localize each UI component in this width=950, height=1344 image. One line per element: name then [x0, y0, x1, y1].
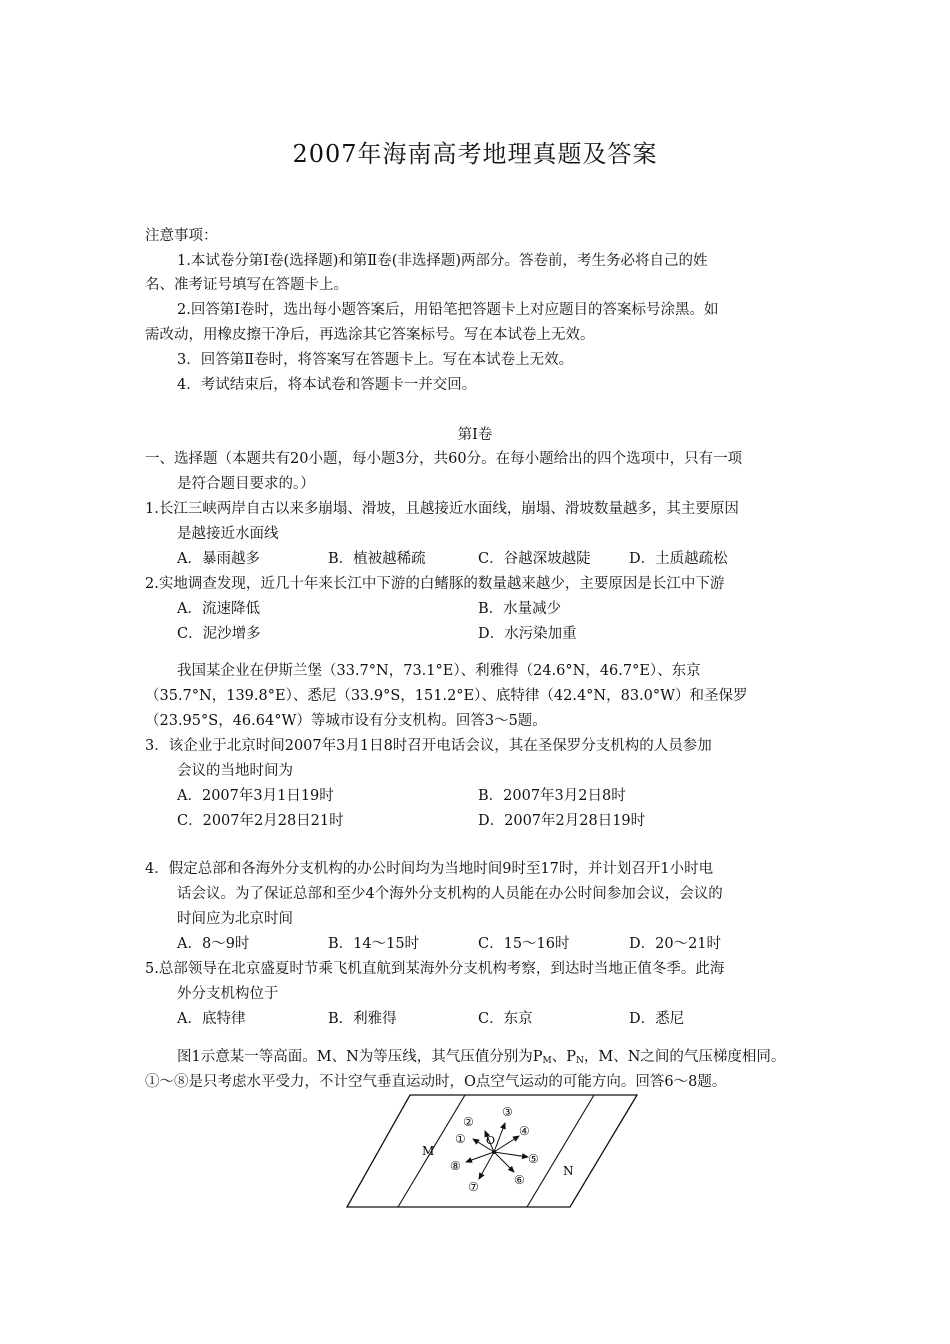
q5-stem: 5.总部领导在北京盛夏时节乘飞机直航到某海外分支机构考察，到达时当地正值冬季。此海: [145, 961, 725, 977]
direction-arrow-5: [494, 1152, 528, 1157]
q3-option-d: D．2007年2月28日19时: [478, 813, 646, 829]
q4-option-a: A．8～9时: [177, 936, 250, 952]
pressure-n-subscript: N: [576, 1056, 584, 1066]
point-o-dot: [492, 1150, 496, 1154]
passage-1-line-2: （35.7°N，139.8°E）、悉尼（33.9°S，151.2°E）、底特律（42.4°N，83.0°W）和圣保罗: [145, 688, 748, 704]
passage-2-text-a: 图1示意某一等高面。M、N为等压线，其气压值分别为P: [177, 1049, 543, 1065]
q5-option-b: B．利雅得: [328, 1011, 397, 1027]
direction-arrow-3: [494, 1123, 505, 1152]
section-title: 第Ⅰ卷: [457, 427, 493, 443]
notice-item-2-cont: 需改动，用橡皮擦干净后，再选涂其它答案标号。写在本试卷上无效。: [145, 327, 595, 343]
q5-option-c: C．东京: [478, 1011, 533, 1027]
notice-item-4: 4．考试结束后，将本试卷和答题卡一并交回。: [177, 377, 477, 393]
q3-option-b: B．2007年3月2日8时: [478, 788, 626, 804]
direction-label-4: ④: [519, 1124, 530, 1138]
passage-2-line-1: [177, 1047, 785, 1071]
q2-option-c: C．泥沙增多: [177, 626, 261, 642]
isobar-n-line: [527, 1095, 594, 1207]
q5-option-d: D．悉尼: [629, 1011, 685, 1027]
notice-item-2: 2.回答第Ⅰ卷时，选出每小题答案后，用铅笔把答题卡上对应题目的答案标号涂黑。如: [177, 302, 719, 318]
passage-2-text-b: ，M、N之间的气压梯度相同。: [583, 1049, 786, 1065]
passage-2-separator: 、P: [551, 1049, 576, 1065]
passage-2-line-2: ①～⑧是只考虑水平受力，不计空气垂直运动时，O点空气运动的可能方向。回答6～8题。: [145, 1074, 727, 1090]
direction-label-7: ⑦: [468, 1180, 479, 1194]
q1-option-b: B．植被越稀疏: [328, 551, 426, 567]
notice-item-1-cont: 名、准考证号填写在答题卡上。: [145, 277, 348, 293]
q1-option-d: D．土质越疏松: [629, 551, 728, 567]
q1-stem-cont: 是越接近水面线: [177, 526, 279, 542]
direction-label-5: ⑤: [528, 1152, 539, 1166]
direction-label-6: ⑥: [514, 1173, 525, 1187]
q5-stem-cont: 外分支机构位于: [177, 986, 279, 1002]
q4-stem-cont-2: 时间应为北京时间: [177, 911, 293, 927]
passage-1-line-1: 我国某企业在伊斯兰堡（33.7°N，73.1°E）、利雅得（24.6°N，46.7°E）、东京: [177, 663, 701, 679]
direction-arrow-4: [494, 1136, 519, 1152]
q2-option-a: A．流速降低: [177, 601, 260, 617]
q1-option-a: A．暴雨越多: [177, 551, 260, 567]
isobar-n-label: N: [563, 1164, 574, 1178]
q3-option-c: C．2007年2月28日21时: [177, 813, 344, 829]
q5-option-a: A．底特律: [177, 1011, 246, 1027]
q1-option-c: C．谷越深坡越陡: [478, 551, 591, 567]
pressure-m-subscript: M: [542, 1056, 552, 1066]
section-instructions: 一、选择题（本题共有20小题，每小题3分，共60分。在每小题给出的四个选项中，只有一项: [145, 451, 743, 467]
isobar-m-label: M: [422, 1144, 435, 1158]
q2-option-d: D．水污染加重: [478, 626, 577, 642]
q2-stem: 2.实地调查发现，近几十年来长江中下游的白鳍豚的数量越来越少，主要原因是长江中下游: [145, 576, 725, 592]
q3-option-a: A．2007年3月1日19时: [177, 788, 334, 804]
q4-option-d: D．20～21时: [629, 936, 722, 952]
q4-stem-cont-1: 话会议。为了保证总部和至少4个海外分支机构的人员能在办公时间参加会议，会议的: [177, 886, 723, 902]
q3-stem: 3．该企业于北京时间2007年3月1日8时召开电话会议，其在圣保罗分支机构的人员参加: [145, 738, 712, 754]
direction-label-3: ③: [502, 1105, 513, 1119]
q1-stem: 1.长江三峡两岸自古以来多崩塌、滑坡，且越接近水面线，崩塌、滑坡数量越多，其主要原因: [145, 501, 739, 517]
direction-label-8: ⑧: [450, 1159, 461, 1173]
section-instructions-cont: 是符合题目要求的。）: [177, 476, 315, 492]
passage-1-line-3: （23.95°S，46.64°W）等城市设有分支机构。回答3～5题。: [145, 713, 547, 729]
q4-option-b: B．14～15时: [328, 936, 420, 952]
direction-label-2: ②: [463, 1115, 474, 1129]
direction-label-1: ①: [455, 1132, 466, 1146]
notice-item-3: 3．回答第Ⅱ卷时，将答案写在答题卡上。写在本试卷上无效。: [177, 352, 574, 368]
page-title: 2007年海南高考地理真题及答案: [292, 140, 658, 168]
notice-heading: 注意事项：: [145, 228, 218, 244]
notice-item-1: 1.本试卷分第Ⅰ卷(选择题)和第Ⅱ卷(非选择题)两部分。答卷前，考生务必将自己的姓: [177, 253, 708, 269]
q3-stem-cont: 会议的当地时间为: [177, 763, 293, 779]
figure-1-isobar-diagram: [345, 1093, 640, 1211]
q2-option-b: B．水量减少: [478, 601, 562, 617]
point-o-label: O: [486, 1134, 496, 1147]
q4-option-c: C．15～16时: [478, 936, 570, 952]
q4-stem: 4．假定总部和各海外分支机构的办公时间均为当地时间9时至17时，并计划召开1小时电: [145, 861, 714, 877]
